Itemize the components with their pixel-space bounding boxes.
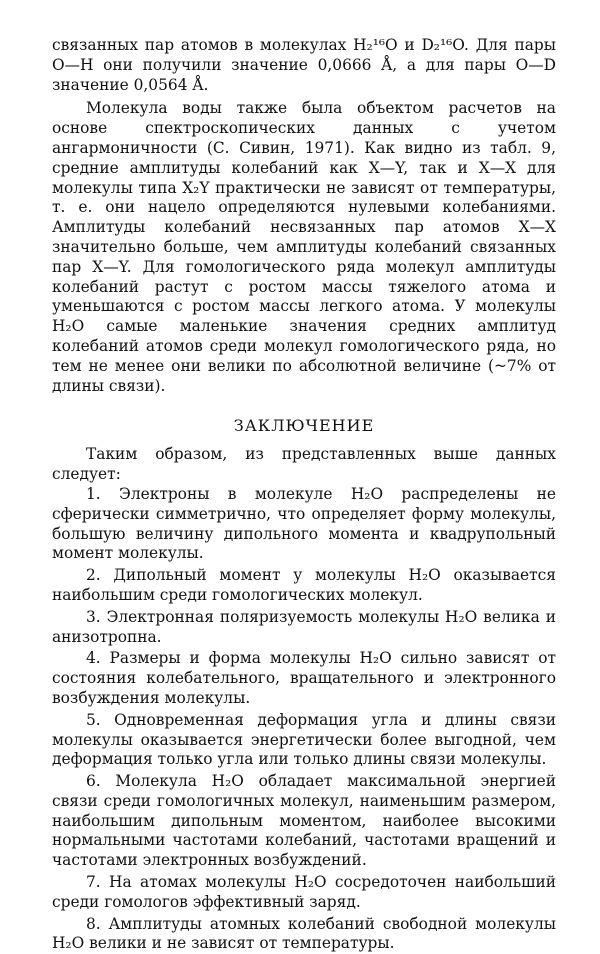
conclusion-item: 6. Молекула H₂O обладает максимальной энергией связи среди гомологичных молекул, наименьшим размером, наибольшим дипольным моментом, наиболее высокими нормальными частотами колебаний, частотами вращений и частотами электронных возбуждений. xyxy=(52,772,556,870)
conclusion-item: 1. Электроны в молекуле H₂O распределены не сферически симметрично, что определяет форму молекулы, большую величину дипольного момента и квадрупольный момент молекулы. xyxy=(52,484,556,563)
conclusion-item: 4. Размеры и форма молекулы H₂O сильно зависят от состояния колебательного, вращательного и электронного возбуждения молекулы. xyxy=(52,649,556,707)
water-paragraph: Молекула воды также была объектом расчетов на основе спектроскопических данных с учетом ангармоничности (С. Сивин, 1971). Как видно из табл. 9, средние амплитуды колебаний как X—Y, так и X—X для молекулы типа X₂Y практически не зависят от температуры, т. е. они нацело определяются нулевыми колебаниями. Амплитуды колебаний несвязанных пар атомов X—X значительно больше, чем амплитуды колебаний связанных пар X—Y. Для гомологического ряда молекул амплитуды колебаний растут с ростом массы тяжелого атома и уменьшаются с ростом массы легкого атома. У молекулы H₂O самые маленькие значения средних амплитуд колебаний атомов среди молекул гомологического ряда, но тем не менее они велики по абсолютной величине (~7% от длины связи). xyxy=(52,99,556,395)
conclusion-item: 7. На атомах молекулы H₂O сосредоточен наибольший среди гомологов эффективный заряд. xyxy=(52,873,556,911)
conclusion-item: 8. Амплитуды атомных колебаний свободной молекулы H₂O велики и не зависят от температуры. xyxy=(52,914,556,953)
conclusion-item: 5. Одновременная деформация угла и длины связи молекулы оказывается энергетически более выгодной, чем деформация только угла или только длины связи молекулы. xyxy=(52,710,556,769)
conclusion-item: 3. Электронная поляризуемость молекулы H₂O велика и анизотропна. xyxy=(52,607,556,646)
intro-paragraph: связанных пар атомов в молекулах H₂¹⁶O и D₂¹⁶O. Для пары O—H они получили значение 0,0666 Å, а для пары O—D значение 0,0564 Å. xyxy=(52,36,556,94)
conclusion-item: 2. Дипольный момент у молекулы H₂O оказывается наибольшим среди гомологических молекул. xyxy=(52,566,556,604)
conclusion-intro: Таким образом, из представленных выше данных следует: xyxy=(52,445,556,484)
conclusion-list xyxy=(52,485,556,954)
conclusion-heading: ЗАКЛЮЧЕНИЕ xyxy=(233,416,375,436)
